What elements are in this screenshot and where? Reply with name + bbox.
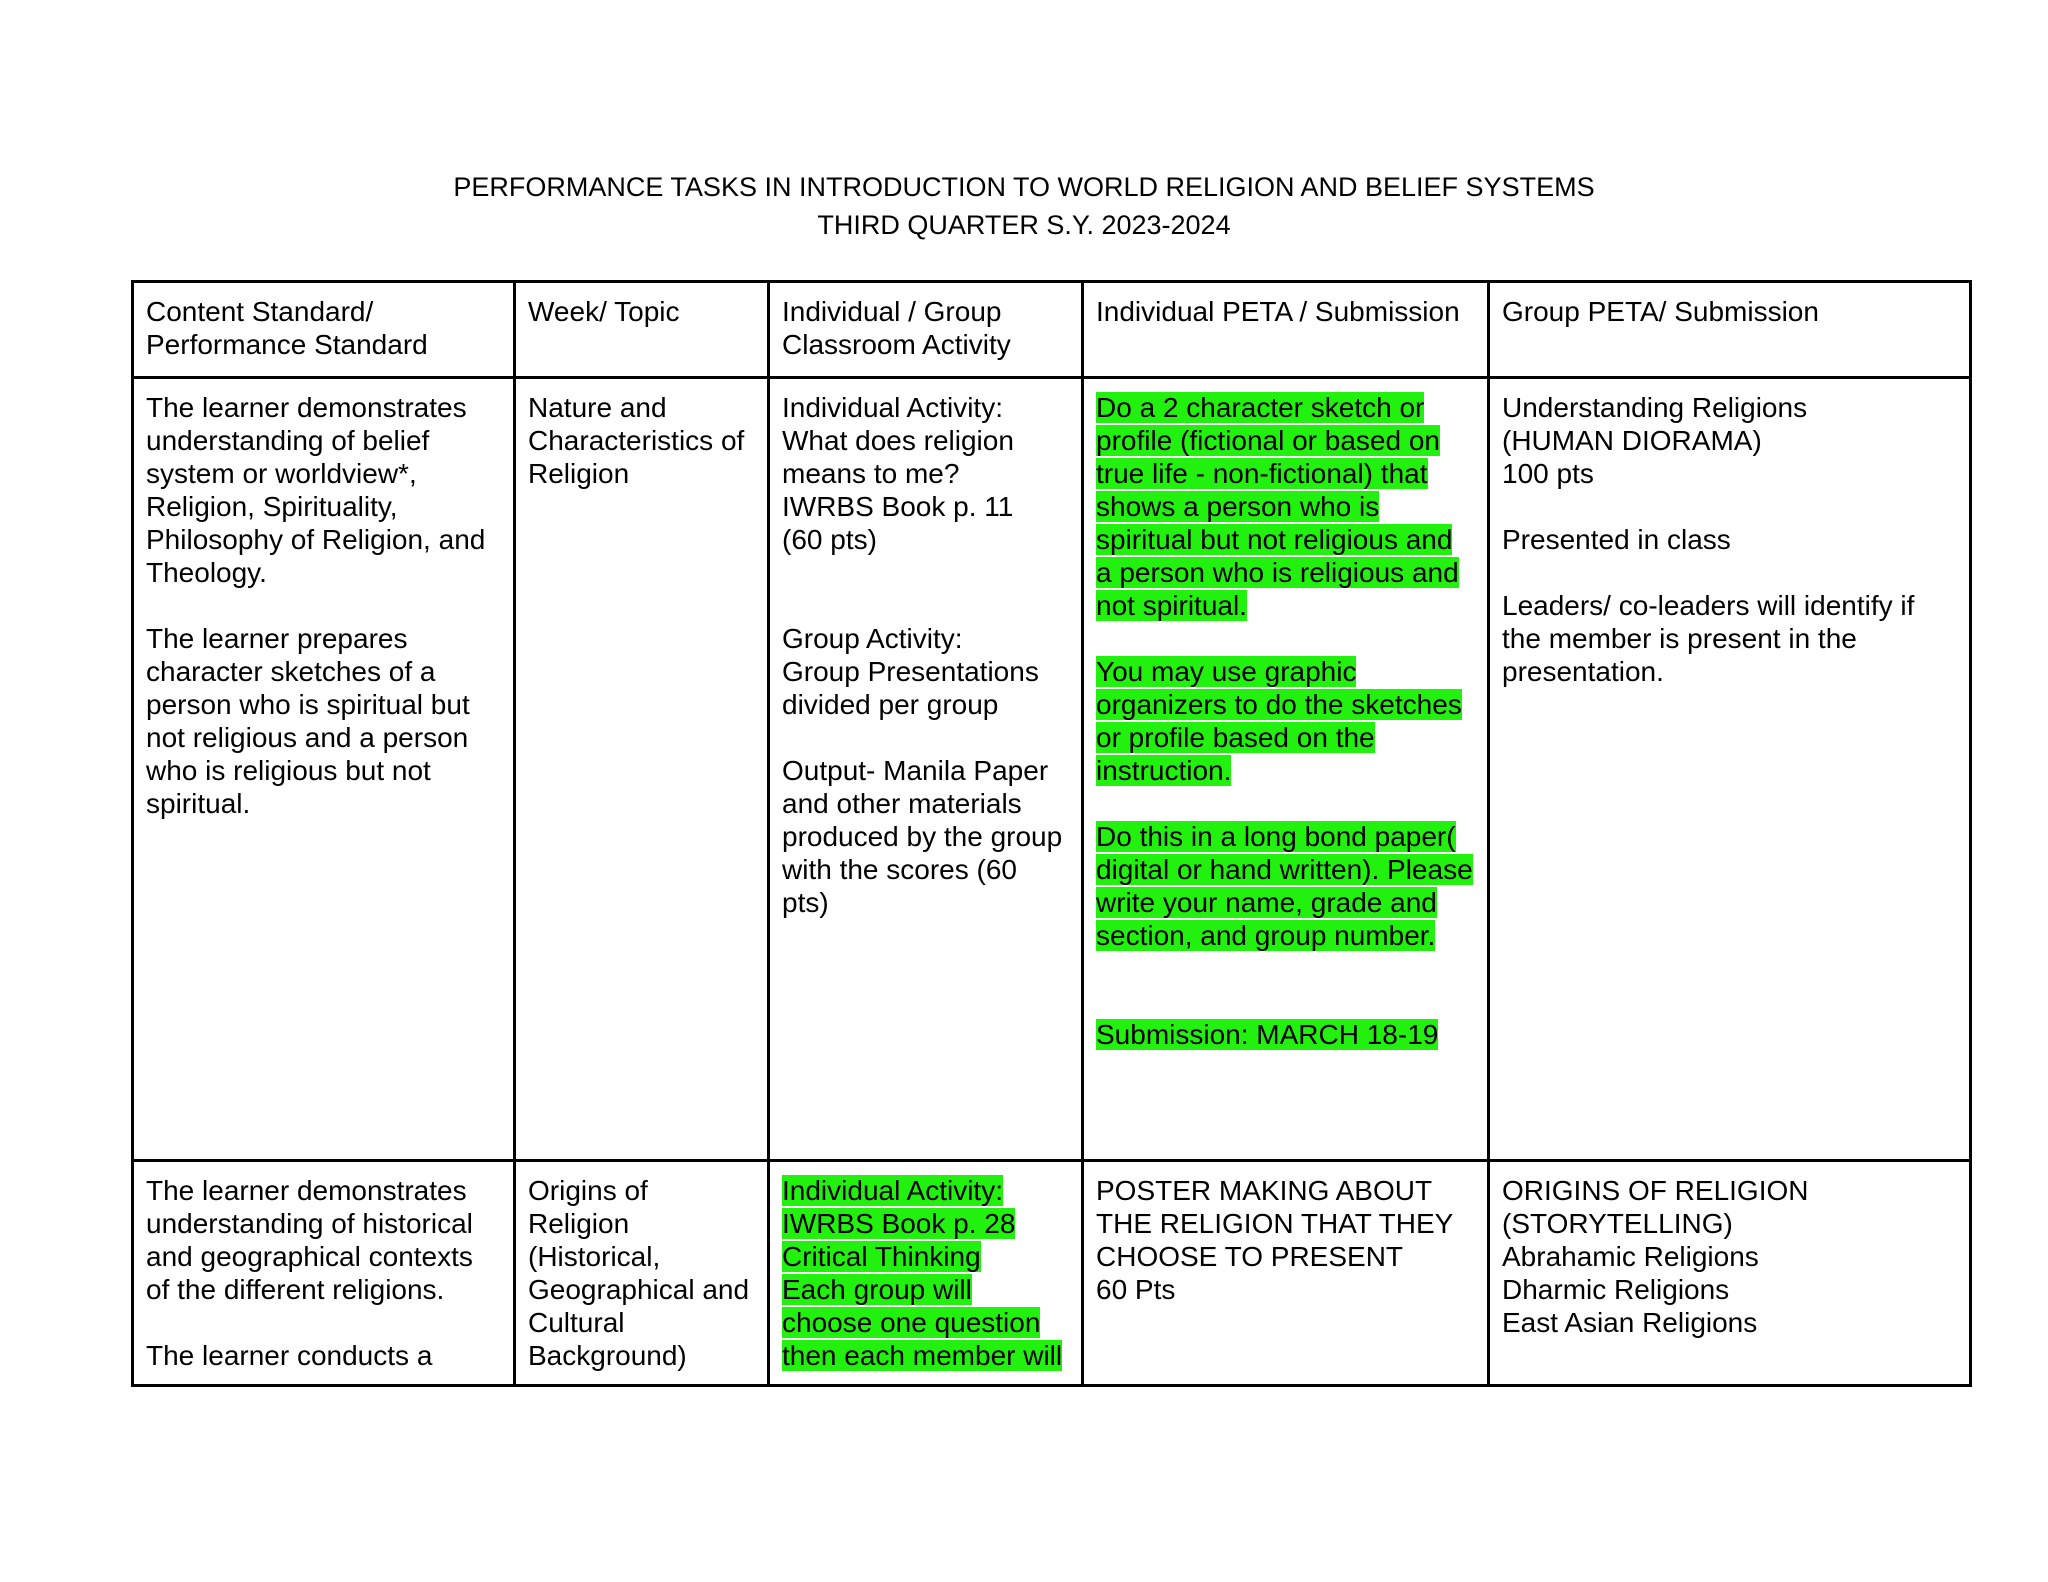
topic-cell: Origins of Religion (Historical, Geographical and Cultural Background) <box>515 1161 769 1386</box>
performance-tasks-table <box>131 280 1972 1387</box>
content-standard-text: The learner demonstrates understanding of belief system or worldview*, Religion, Spirituality, Philosophy of Religion, and Theology. <box>146 392 486 588</box>
table-row <box>133 378 1971 1161</box>
topic-cell <box>515 378 769 1161</box>
group-peta-presentation: Presented in class <box>1502 524 1731 555</box>
performance-standard-text: The learner prepares character sketches of a person who is spiritual but not religious and a person who is religious but not spiritual. <box>146 623 470 819</box>
header-content-standard: Content Standard/ Performance Standard <box>133 282 515 378</box>
individual-activity: Individual Activity: What does religion means to me? IWRBS Book p. 11 (60 pts) <box>782 392 1014 555</box>
content-standard-cell <box>133 378 515 1161</box>
activity-output: Output- Manila Paper and other materials produced by the group with the scores (60 pts) <box>782 755 1063 918</box>
individual-peta-cell <box>1083 378 1489 1161</box>
group-peta-cell <box>1489 378 1971 1161</box>
content-standard-text: The learner demonstrates understanding of historical and geographical contexts of the different religions. <box>146 1175 473 1305</box>
performance-standard-text: The learner conducts a <box>146 1340 433 1371</box>
individual-peta-cell: POSTER MAKING ABOUT THE RELIGION THAT THEY CHOOSE TO PRESENT 60 Pts <box>1083 1161 1489 1386</box>
peta-organizer-highlight: You may use graphic organizers to do the sketches or profile based on the instruction. <box>1096 656 1462 786</box>
document-title <box>0 168 2048 244</box>
classroom-activity-cell <box>769 378 1083 1161</box>
table-header-row <box>133 282 1971 378</box>
topic-text: Nature and Characteristics of Religion <box>528 392 745 489</box>
header-group-peta: Group PETA/ Submission <box>1489 282 1971 378</box>
classroom-activity-cell <box>769 1161 1083 1386</box>
peta-submission-date: Submission: MARCH 18-19 <box>1096 1019 1439 1050</box>
header-classroom-activity: Individual / Group Classroom Activity <box>769 282 1083 378</box>
header-week-topic: Week/ Topic <box>515 282 769 378</box>
group-peta-attendance: Leaders/ co-leaders will identify if the member is present in the presentation. <box>1502 590 1915 687</box>
header-individual-peta: Individual PETA / Submission <box>1083 282 1489 378</box>
group-activity: Group Activity: Group Presentations divided per group <box>782 623 1039 720</box>
activity-highlight: Individual Activity: IWRBS Book p. 28 Critical Thinking Each group will choose one question then each member will <box>782 1175 1063 1371</box>
group-peta-cell: ORIGINS OF RELIGION (STORYTELLING) Abrahamic Religions Dharmic Religions East Asian Religions <box>1489 1161 1971 1386</box>
group-peta-title: Understanding Religions (HUMAN DIORAMA) 100 pts <box>1502 392 1808 489</box>
title-line-2: THIRD QUARTER S.Y. 2023-2024 <box>817 210 1231 240</box>
peta-instruction-highlight: Do a 2 character sketch or profile (fictional or based on true life - non-fictional) that shows a person who is spiritual but not religious and a person who is religious and not spiritual. <box>1096 392 1459 621</box>
peta-format-highlight: Do this in a long bond paper( digital or hand written). Please write your name, grade and section, and group number. <box>1096 821 1473 951</box>
title-line-1: PERFORMANCE TASKS IN INTRODUCTION TO WORLD RELIGION AND BELIEF SYSTEMS <box>453 172 1595 202</box>
table-row <box>133 1161 1971 1386</box>
content-standard-cell <box>133 1161 515 1386</box>
